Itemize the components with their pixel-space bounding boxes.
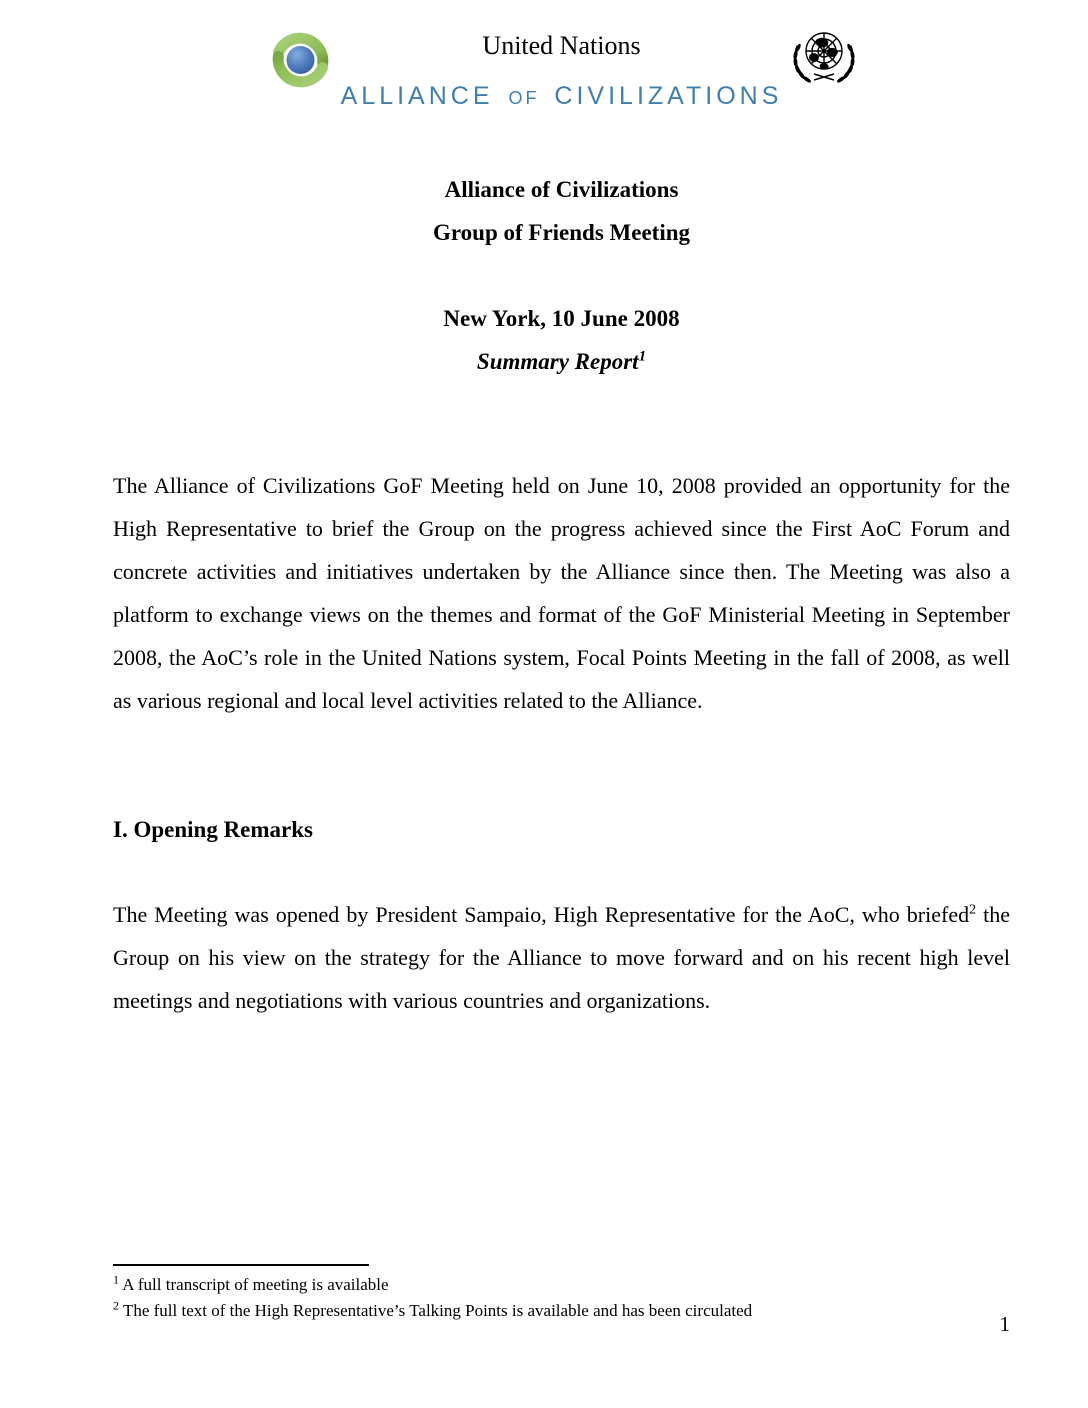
of-word: OF [508,88,540,108]
doc-report-line [113,340,1010,383]
paragraph2-text-before: The Meeting was opened by President Sampaio, High Representative for the AoC, who briefed [113,902,970,927]
section-heading-opening-remarks: I. Opening Remarks [113,817,313,842]
doc-date-line: New York, 10 June 2008 [443,306,680,331]
footnote-1 [113,1272,1010,1298]
footnote-ref-1: 1 [638,348,647,365]
doc-title-line1: Alliance of Civilizations [444,177,679,202]
footnote-separator [113,1264,369,1266]
footnote-2-text: The full text of the High Representative’s Talking Points is available and has been circulated [119,1301,753,1320]
civilizations-word: CIVILIZATIONS [554,82,783,110]
report-label: Summary Report [476,349,639,374]
title-spacer [113,254,1010,297]
footnote-2-marker: 2 [113,1298,119,1313]
doc-title-line2: Group of Friends Meeting [432,220,691,245]
footnote-1-marker: 1 [113,1272,119,1287]
united-nations-emblem-icon [786,22,862,92]
alliance-of-civilizations-wordmark [113,82,1010,111]
paragraph2-text-after: the Group on his view on the strategy for the Alliance to move forward and on his recent high level meetings and negotiations with various countries and organizations. [113,902,1010,1013]
footnote-ref-2: 2 [969,902,977,918]
title-block [113,168,1010,383]
united-nations-label: United Nations [482,31,641,60]
paragraph-opening-remarks [113,893,1010,1022]
alliance-word: ALLIANCE [340,82,494,110]
footnote-1-text: A full transcript of meeting is available [119,1275,389,1294]
page-number: 1 [999,1312,1010,1336]
header-center [113,30,1010,111]
paragraph-intro: The Alliance of Civilizations GoF Meeting held on June 10, 2008 provided an opportunity for the High Representative to brief the Group on the progress achieved since the First AoC Forum and concrete activities and initiatives undertaken by the Alliance since then. The Meeting was also a platform to exchange views on the themes and format of the GoF Ministerial Meeting in September 2008, the AoC’s role in the United Nations system, Focal Points Meeting in the fall of 2008, as well as various regional and local level activities related to the Alliance. [113,473,1010,713]
